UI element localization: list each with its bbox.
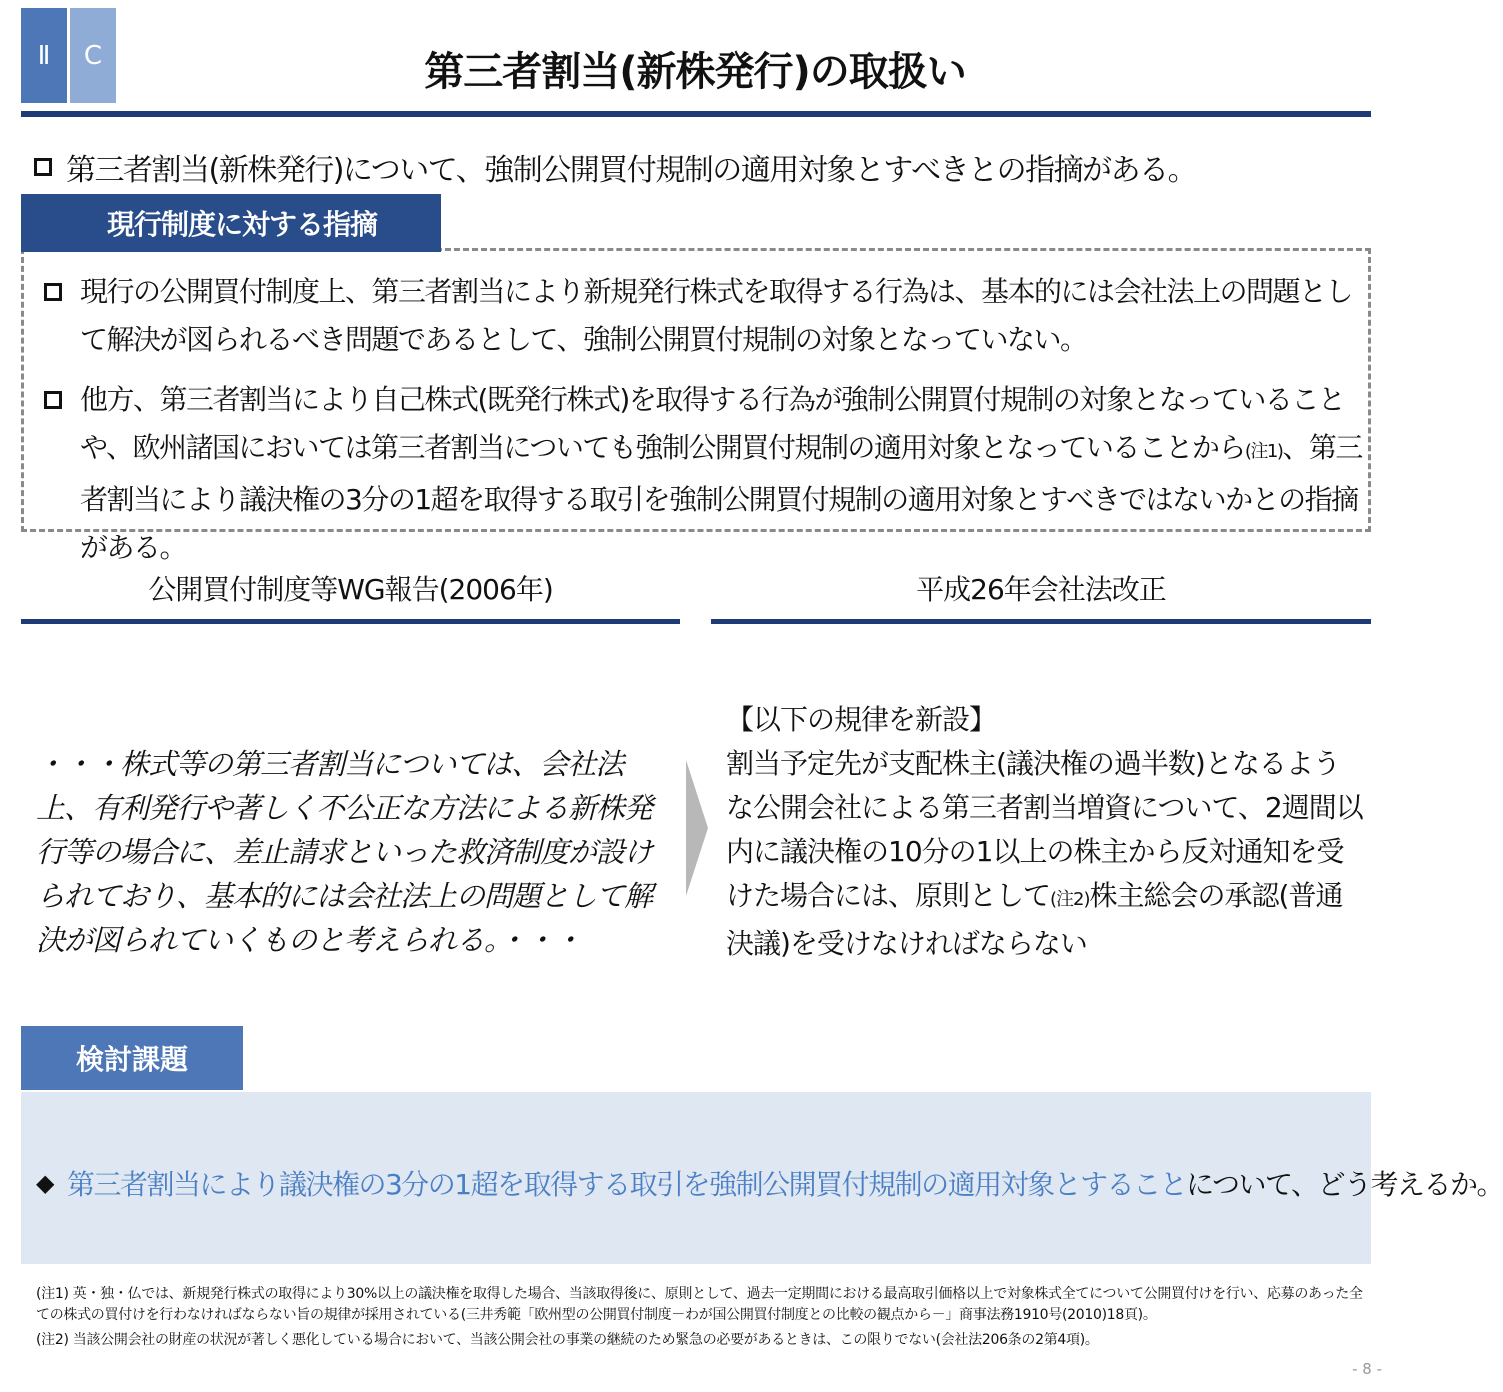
- square-bullet-icon: [44, 283, 62, 301]
- arrow-right-icon: [686, 760, 708, 896]
- current-point-2-text-a: 他方、第三者割当により自己株式(既発行株式)を取得する行為が強制公開買付規制の対象となっていることや、欧州諸国においては第三者割当についても強制公開買付規制の適用対象となっていることから: [80, 383, 1345, 464]
- amendment-body: [726, 742, 1366, 966]
- current-system-label: 現行制度に対する指摘: [107, 208, 378, 241]
- footnote-2: (注2) 当該公開会社の財産の状況が著しく悪化している場合において、当該公開会社の事業の継続のため緊急の必要があるときは、この限りでない(会社法206条の2第4項)。: [36, 1332, 1099, 1348]
- section-tag-letter: C: [70, 8, 116, 103]
- title-divider: [21, 111, 1371, 117]
- company-law-divider: [711, 619, 1371, 624]
- lead-statement: [34, 145, 1374, 189]
- wg-report-header: 公開買付制度等WG報告(2006年): [148, 573, 553, 606]
- current-point-2: [44, 376, 1364, 572]
- footnote-1: (注1) 英・独・仏では、新規発行株式の取得により30%以上の議決権を取得した場合、当該取得後に、原則として、過去一定期間における最高取引価格以上で対象株式全てについて公開買付けを行い、応募のあった全ての株式の買付けを行わなければならない旨の規律が採用されている(三井秀範「欧州型の公開買付制度－わが国公開買付制度との比較の観点から－」商事法務1910号(2010)18頁)。: [36, 1286, 1363, 1323]
- current-point-2-text: [80, 376, 1364, 572]
- current-point-2-text-b: 、第三者割当により議決権の3分の1超を取得する取引を強制公開買付規制の適用対象とすべきではないかとの指摘がある。: [80, 431, 1362, 564]
- company-law-header: 平成26年会社法改正: [916, 573, 1166, 606]
- current-point-1: [44, 268, 1364, 364]
- page-number: - 8 -: [1352, 1360, 1382, 1378]
- current-system-header: [21, 194, 441, 252]
- amendment-heading: 【以下の規律を新設】: [726, 703, 997, 736]
- square-bullet-icon: [34, 158, 52, 176]
- wg-report-quote: ・・・株式等の第三者割当については、会社法上、有利発行や著しく不公正な方法による新株発行等の場合に、差止請求といった救済制度が設けられており、基本的には会社法上の問題として解決が図られていくものと考えられる。・・・: [36, 747, 653, 957]
- amendment-body-a: 割当予定先が支配株主(議決権の過半数)となるような公開会社による第三者割当増資について、2週間以内に議決権の10分の1以上の株主から反対通知を受けた場合には、原則として: [726, 747, 1363, 912]
- issue-highlight: 第三者割当により議決権の3分の1超を取得する取引を強制公開買付規制の適用対象とすること: [66, 1168, 1187, 1201]
- square-bullet-icon: [44, 391, 62, 409]
- section-tag-roman: Ⅱ: [21, 8, 67, 103]
- issue-statement: [36, 1163, 1503, 1203]
- issue-rest: について、どう考えるか。: [1186, 1168, 1503, 1201]
- issue-header: [21, 1026, 243, 1090]
- amendment-body-b: 株主総会の承認(普通決議)を受けなければならない: [726, 879, 1343, 960]
- lead-text: 第三者割当(新株発行)について、強制公開買付規制の適用対象とすべきとの指摘がある。: [66, 153, 1197, 188]
- issue-text: [67, 1163, 1503, 1203]
- diamond-bullet-icon: ◆: [36, 1169, 53, 1197]
- issue-label: 検討課題: [75, 1043, 188, 1076]
- page-title: 第三者割当(新株発行)の取扱い: [424, 49, 966, 95]
- current-point-1-text: 現行の公開買付制度上、第三者割当により新規発行株式を取得する行為は、基本的には会社法上の問題として解決が図られるべき問題であるとして、強制公開買付規制の対象となっていない。: [80, 275, 1353, 356]
- note-ref-1: (注1): [1244, 441, 1283, 462]
- wg-report-divider: [21, 619, 680, 624]
- company-law-amendment: [726, 698, 1366, 966]
- note-ref-2: (注2): [1050, 889, 1090, 910]
